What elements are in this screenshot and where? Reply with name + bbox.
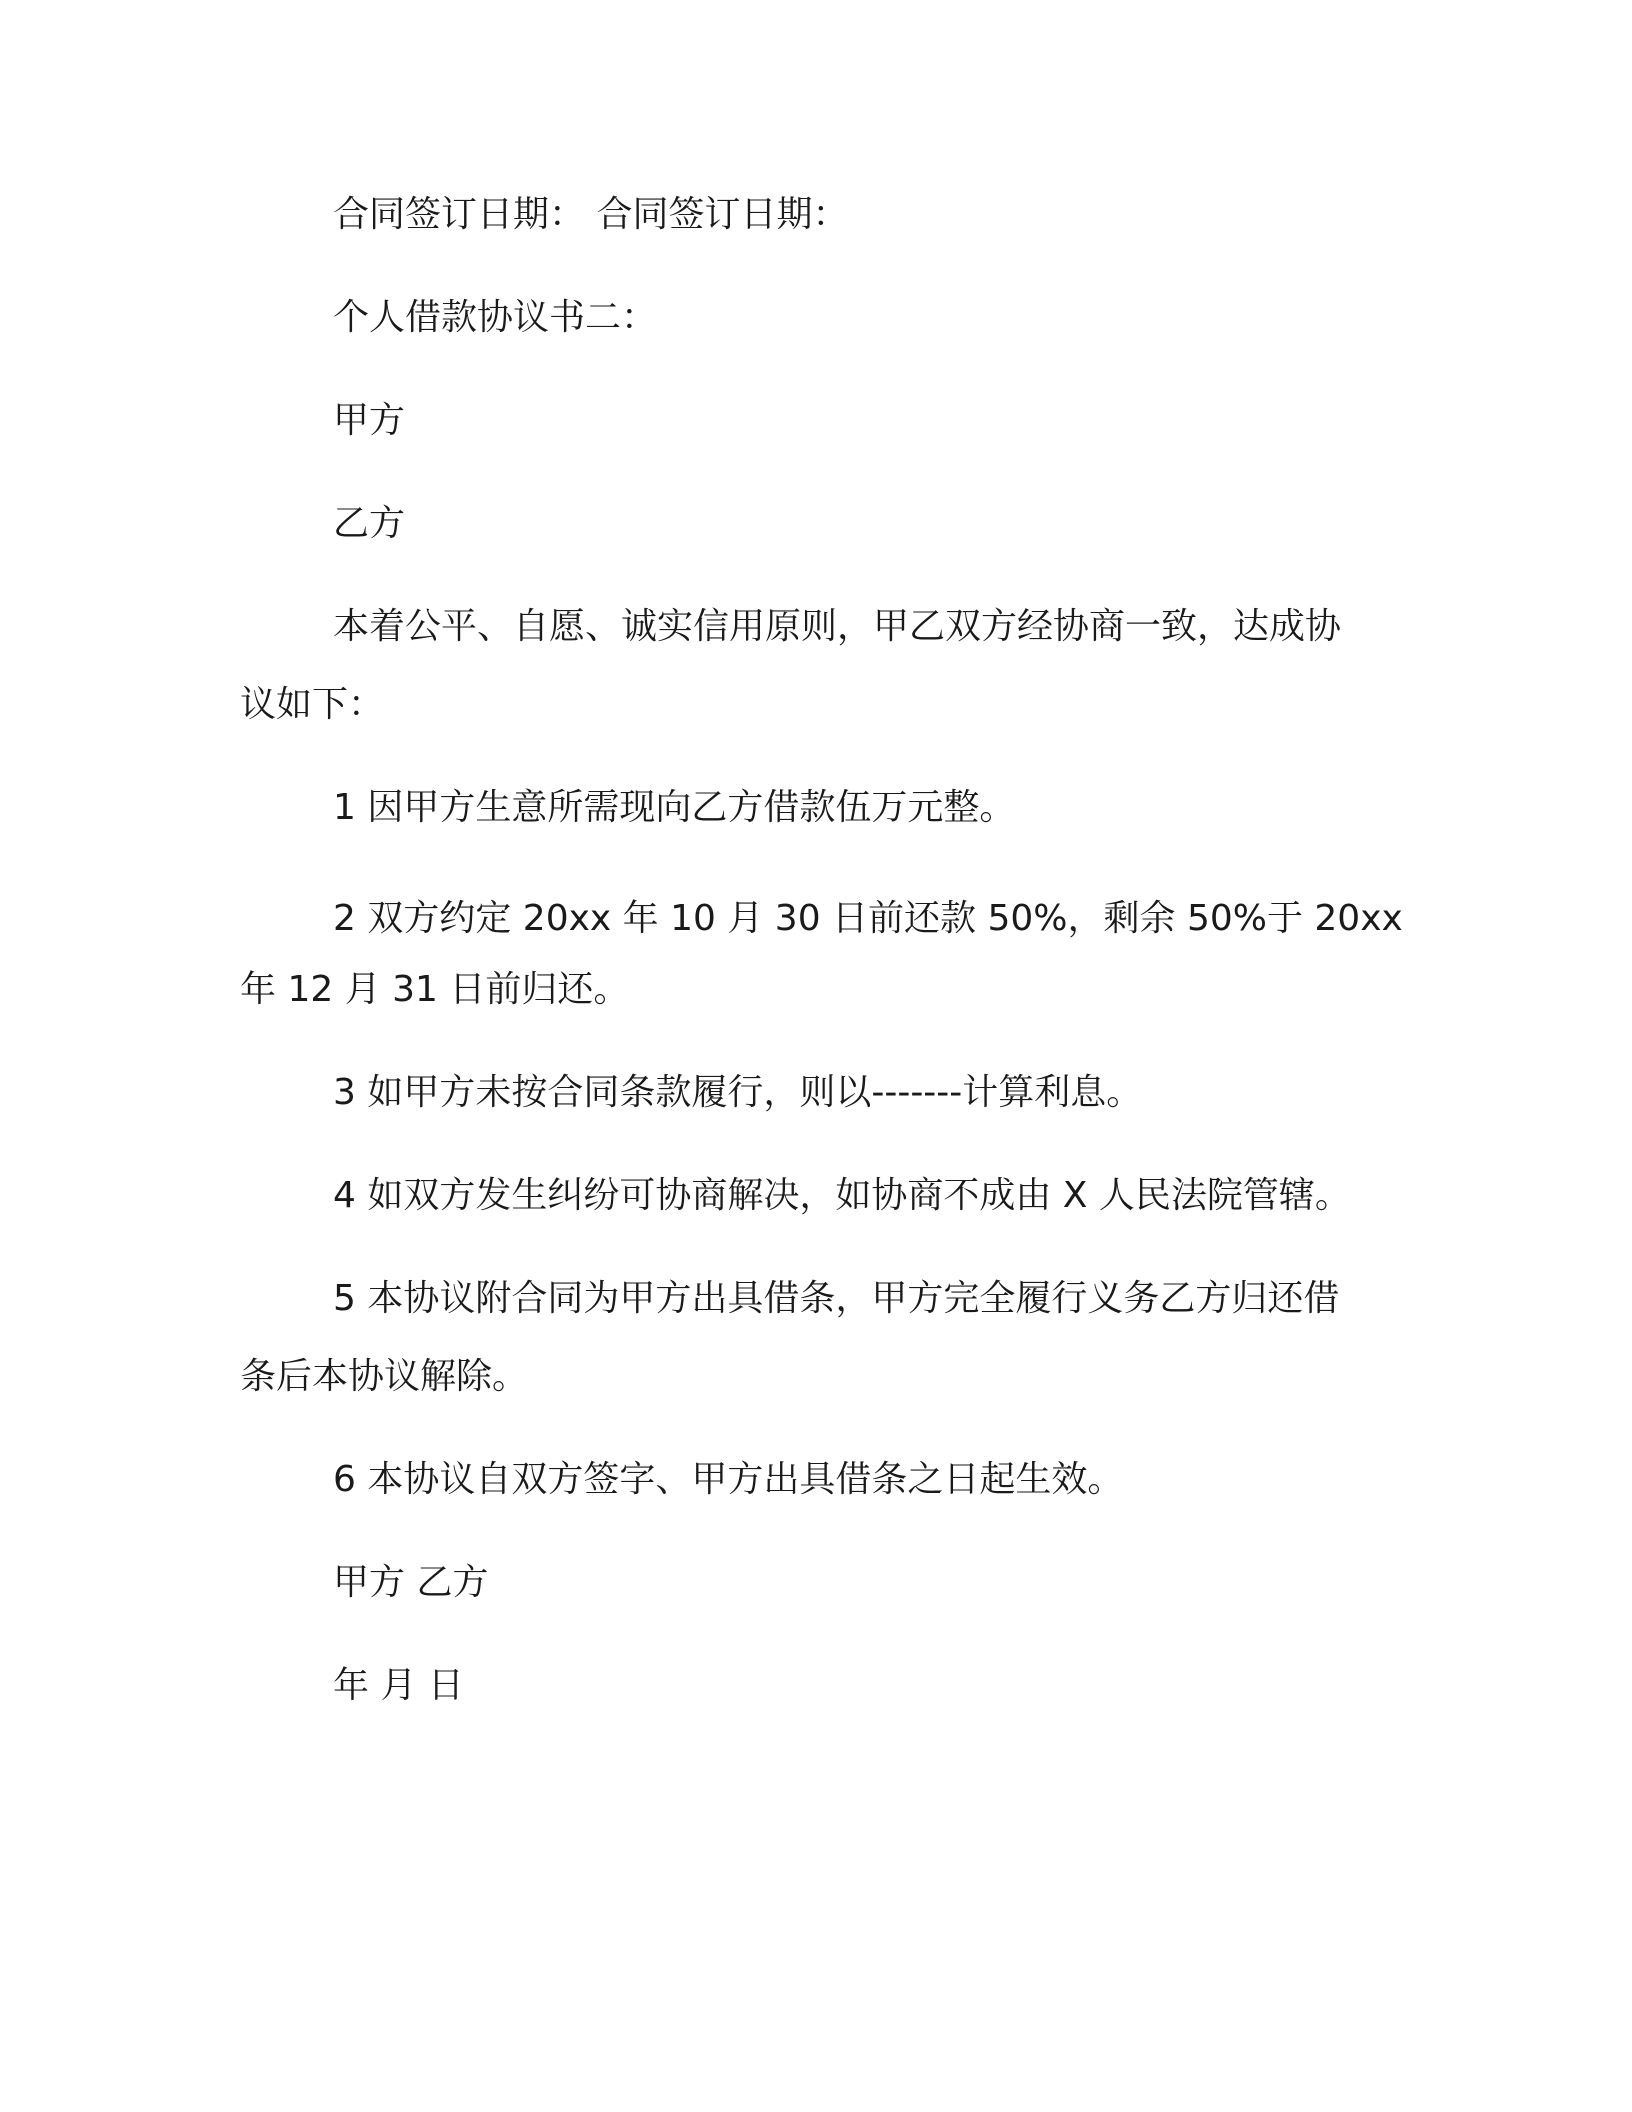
party-b-label: 乙方 xyxy=(333,503,406,544)
clause-5-line-2: 条后本协议解除。 xyxy=(240,1356,529,1397)
agreement-heading: 个人借款协议书二： xyxy=(333,297,658,338)
clause-2-line-1: 2 双方约定 20xx 年 10 月 30 日前还款 50%，剩余 50%于 20xx xyxy=(333,898,1403,939)
preamble-line-1: 本着公平、自愿、诚实信用原则，甲乙双方经协商一致，达成协 xyxy=(333,606,1342,647)
preamble-line-2: 议如下： xyxy=(240,684,385,725)
clause-6: 6 本协议自双方签字、甲方出具借条之日起生效。 xyxy=(333,1459,1124,1500)
signature-line: 甲方 乙方 xyxy=(333,1562,489,1603)
date-footer: 年 月 日 xyxy=(333,1665,464,1706)
party-a-label: 甲方 xyxy=(333,400,406,441)
clause-2-line-2: 年 12 月 31 日前归还。 xyxy=(240,969,630,1010)
clause-1: 1 因甲方生意所需现向乙方借款伍万元整。 xyxy=(333,787,1016,828)
clause-4: 4 如双方发生纠纷可协商解决，如协商不成由 X 人民法院管辖。 xyxy=(333,1175,1351,1216)
clause-5-line-1: 5 本协议附合同为甲方出具借条，甲方完全履行义务乙方归还借 xyxy=(333,1278,1340,1319)
contract-date-line: 合同签订日期： 合同签订日期： xyxy=(333,194,849,235)
clause-3: 3 如甲方未按合同条款履行，则以-------计算利息。 xyxy=(333,1072,1143,1113)
